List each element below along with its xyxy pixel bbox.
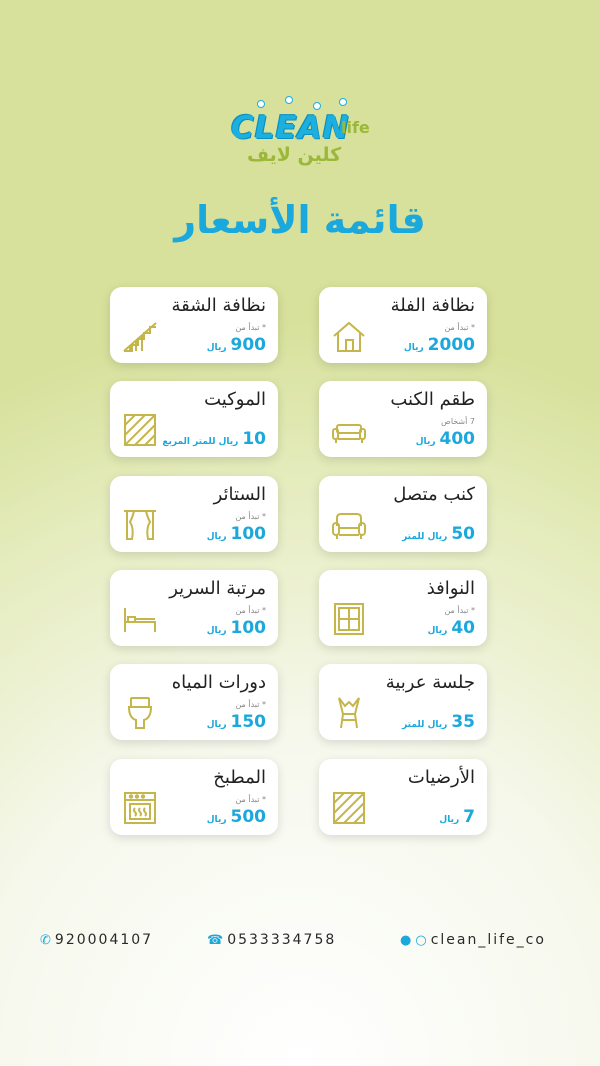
house-icon [331,319,367,353]
card-sofa-set [319,381,487,457]
bed-icon [122,602,158,636]
instagram-icon: ○ [415,933,427,948]
card-unit: ريال [415,437,436,447]
logo-arabic: كلين لايف [247,144,342,166]
card-villa [319,287,487,363]
card-title: النوافذ [426,578,475,599]
card-unit: ريال للمتر [402,720,448,730]
card-title: كنب متصل [393,484,475,505]
card-mattress [110,570,278,646]
twitter-icon: ● [400,933,412,948]
card-price: 150 [230,712,266,732]
card-unit: ريال [427,626,448,636]
seating-icon [331,696,367,730]
card-title: دورات المياه [171,672,266,693]
card-unit: ريال [206,343,227,353]
window-icon [331,602,367,636]
card-subtitle: * تبدأ من [444,323,475,332]
card-unit: ريال [206,720,227,730]
card-curtains [110,476,278,552]
card-unit: ريال للمتر [402,532,448,542]
card-price: 10 [242,429,266,449]
card-price: 400 [439,429,475,449]
card-title: طقم الكنب [390,389,475,410]
card-price: 100 [230,524,266,544]
card-kitchen [110,759,278,835]
card-price: 7 [463,807,475,827]
card-title: الأرضيات [407,767,475,788]
card-title: نظافة الشقة [171,295,266,316]
card-title: مرتبة السرير [169,578,266,599]
card-price: 35 [451,712,475,732]
card-unit: ريال [206,532,227,542]
card-price: 2000 [427,335,475,355]
page-title: قائمة الأسعار [174,198,426,242]
card-unit: ريال [206,626,227,636]
sofa-icon [331,413,367,447]
card-price: 500 [230,807,266,827]
curtain-icon [122,508,158,542]
card-subtitle: * تبدأ من [235,795,266,804]
brand-logo [225,104,375,174]
stairs-icon [122,319,158,353]
card-windows [319,570,487,646]
card-price: 100 [230,618,266,638]
card-title: جلسة عربية [385,672,475,693]
phone-number: 920004107 [54,932,154,948]
card-price: 50 [451,524,475,544]
social-handle: clean_life_co [430,932,546,948]
card-unit: ريال [439,815,460,825]
carpet-icon [122,413,158,447]
card-subtitle: 7 أشخاص [441,417,475,426]
card-subtitle: * تبدأ من [235,512,266,521]
couch-icon [331,508,367,542]
card-title: المطبخ [213,767,266,788]
logo-wordmark: CLEAN [231,110,350,146]
card-carpet [110,381,278,457]
phone-icon: ✆ [40,933,51,948]
card-subtitle: * تبدأ من [235,323,266,332]
footer-whatsapp[interactable] [207,932,336,948]
card-price: 900 [230,335,266,355]
logo-life: life [341,118,370,137]
card-floors [319,759,487,835]
floor-icon [331,791,367,825]
card-title: الستائر [213,484,266,505]
card-subtitle: * تبدأ من [235,700,266,709]
card-title: الموكيت [204,389,266,410]
whatsapp-number: 0533334758 [227,932,337,948]
card-title: نظافة الفلة [390,295,475,316]
whatsapp-icon: ☎ [207,933,224,948]
oven-icon [122,791,158,825]
footer-social[interactable] [400,932,546,948]
card-price: 40 [451,618,475,638]
card-subtitle: * تبدأ من [235,606,266,615]
card-bathrooms [110,664,278,740]
card-apartment [110,287,278,363]
toilet-icon [122,696,158,730]
card-unit: ريال [206,815,227,825]
card-sectional [319,476,487,552]
card-arabic-seating [319,664,487,740]
footer-phone[interactable] [40,932,153,948]
card-unit: ريال [403,343,424,353]
card-subtitle: * تبدأ من [444,606,475,615]
card-unit: ريال للمتر المربع [162,437,239,447]
